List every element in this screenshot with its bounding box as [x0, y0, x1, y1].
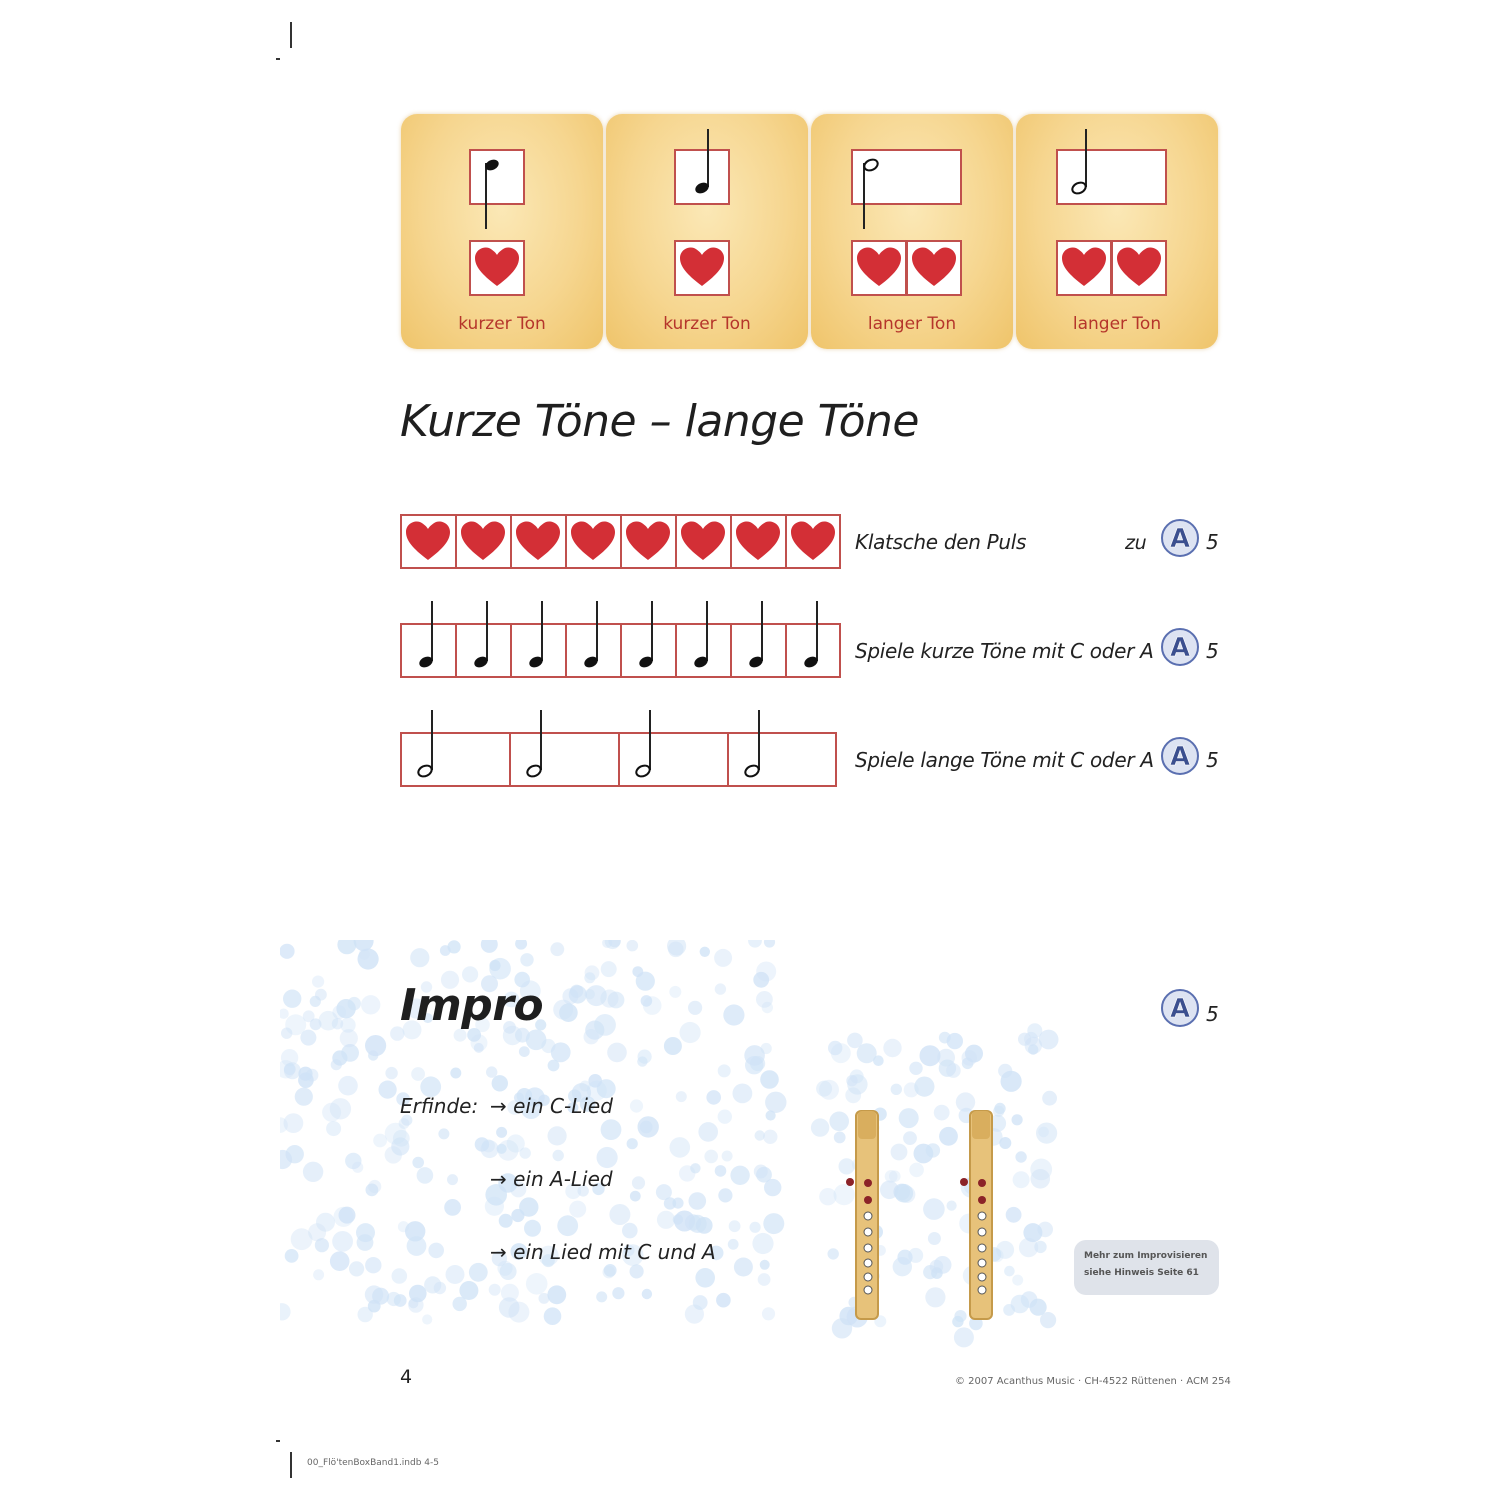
track-number: 5 — [1206, 530, 1219, 554]
quarter-note-icon — [457, 625, 509, 677]
a-badge-icon — [1160, 736, 1202, 778]
heart-cell — [469, 240, 525, 296]
a-badge-icon — [1160, 518, 1202, 560]
audio-track-badge — [1160, 736, 1202, 782]
heart-icon — [471, 242, 523, 294]
card-label: kurzer Ton — [663, 314, 751, 334]
quarter-note-icon — [567, 625, 619, 677]
heart-cell — [675, 514, 730, 569]
card-label: langer Ton — [867, 314, 957, 334]
quarter-cell — [730, 623, 785, 678]
quarter-cell — [510, 623, 565, 678]
quarter-grid — [400, 623, 841, 678]
impro-title: Impro — [400, 980, 544, 1031]
half-cell — [509, 732, 618, 787]
half-note-icon — [620, 734, 724, 786]
svg-text:A: A — [1169, 524, 1191, 554]
card-half-1 — [811, 114, 1013, 349]
exercise-text: Spiele lange Töne mit C oder A — [855, 748, 1154, 772]
quarter-cell — [565, 623, 620, 678]
copyright: © 2007 Acanthus Music · CH-4522 Rüttenen · ACM 254 — [955, 1376, 1231, 1387]
half-note-icon — [402, 734, 506, 786]
quarter-note-icon — [787, 625, 839, 677]
heart-icon — [677, 516, 729, 568]
heart-cell — [565, 514, 620, 569]
quarter-cell — [400, 623, 455, 678]
quarter-note-icon — [732, 625, 784, 677]
quarter-cell — [785, 623, 841, 678]
half-cell — [618, 732, 727, 787]
heart-icon — [512, 516, 564, 568]
quarter-cell — [455, 623, 510, 678]
impro-item: → ein C-Lied — [490, 1094, 613, 1118]
card-label: kurzer Ton — [458, 314, 546, 334]
quarter-note-icon — [471, 151, 523, 241]
heart-cell — [510, 514, 565, 569]
card-quarter-1 — [401, 114, 603, 349]
heart-cell — [620, 514, 675, 569]
file-name: 00_Flö'tenBoxBand1.indb 4-5 — [307, 1458, 439, 1468]
recorder-c-icon — [846, 1111, 878, 1319]
exercise-prefix: zu — [1125, 532, 1147, 554]
quarter-cell — [675, 623, 730, 678]
heart-icon — [676, 242, 728, 294]
quarter-note-icon — [402, 625, 454, 677]
track-number: 5 — [1206, 639, 1219, 663]
half-note-icon — [511, 734, 615, 786]
heart-icon — [622, 516, 674, 568]
crop-mark — [290, 22, 292, 48]
card-label: langer Ton — [1072, 314, 1162, 334]
page-title: Kurze Töne – lange Töne — [400, 396, 919, 447]
impro-lead: Erfinde: — [400, 1094, 479, 1118]
heart-icon — [567, 516, 619, 568]
half-cell — [400, 732, 509, 787]
quarter-note-icon — [677, 625, 729, 677]
heart-icon — [787, 516, 839, 568]
note-cell — [469, 149, 525, 205]
heart-cell — [1056, 240, 1112, 296]
heart-icon — [457, 516, 509, 568]
heart-icon — [908, 242, 960, 294]
heart-cell — [730, 514, 785, 569]
half-note-icon — [853, 151, 961, 241]
pulse-grid — [400, 514, 841, 569]
heart-icon — [1058, 242, 1110, 294]
svg-text:A: A — [1169, 742, 1191, 772]
svg-text:A: A — [1169, 994, 1191, 1024]
half-note-icon — [729, 734, 833, 786]
heart-icon — [402, 516, 454, 568]
track-number: 5 — [1206, 748, 1219, 772]
quarter-note-icon — [622, 625, 674, 677]
a-badge-icon — [1160, 988, 1202, 1030]
heart-icon — [1113, 242, 1165, 294]
audio-track-badge — [1160, 627, 1202, 673]
crop-mark — [276, 58, 280, 60]
note-cell — [851, 149, 962, 205]
hint-line: siehe Hinweis Seite 61 — [1084, 1268, 1199, 1278]
heart-cell — [674, 240, 730, 296]
heart-cell — [906, 240, 962, 296]
impro-item: → ein A-Lied — [490, 1167, 613, 1191]
impro-item: → ein Lied mit C und A — [490, 1240, 716, 1264]
heart-cell — [1111, 240, 1167, 296]
exercise-text: Klatsche den Puls — [855, 530, 1027, 554]
audio-track-badge — [1160, 518, 1202, 564]
exercise-text: Spiele kurze Töne mit C oder A — [855, 639, 1154, 663]
note-cell — [1056, 149, 1167, 205]
crop-mark — [290, 1452, 292, 1478]
heart-cell — [851, 240, 907, 296]
half-cell — [727, 732, 837, 787]
audio-track-badge — [1160, 988, 1202, 1034]
note-cell — [674, 149, 730, 205]
quarter-note-icon — [676, 151, 728, 203]
heart-icon — [732, 516, 784, 568]
track-number: 5 — [1206, 1002, 1219, 1026]
recorder-illustrations — [840, 1105, 1010, 1325]
quarter-cell — [620, 623, 675, 678]
half-note-icon — [1058, 151, 1166, 203]
card-quarter-2 — [606, 114, 808, 349]
page-number: 4 — [400, 1366, 413, 1388]
a-badge-icon — [1160, 627, 1202, 669]
heart-cell — [455, 514, 510, 569]
crop-mark — [276, 1440, 280, 1442]
heart-cell — [785, 514, 841, 569]
heart-icon — [853, 242, 905, 294]
hint-box — [1074, 1240, 1219, 1295]
recorder-a-icon — [960, 1111, 992, 1319]
heart-cell — [400, 514, 455, 569]
hint-line: Mehr zum Improvisieren — [1084, 1251, 1208, 1261]
quarter-note-icon — [512, 625, 564, 677]
svg-text:A: A — [1169, 633, 1191, 663]
card-half-2 — [1016, 114, 1218, 349]
half-grid — [400, 732, 837, 787]
